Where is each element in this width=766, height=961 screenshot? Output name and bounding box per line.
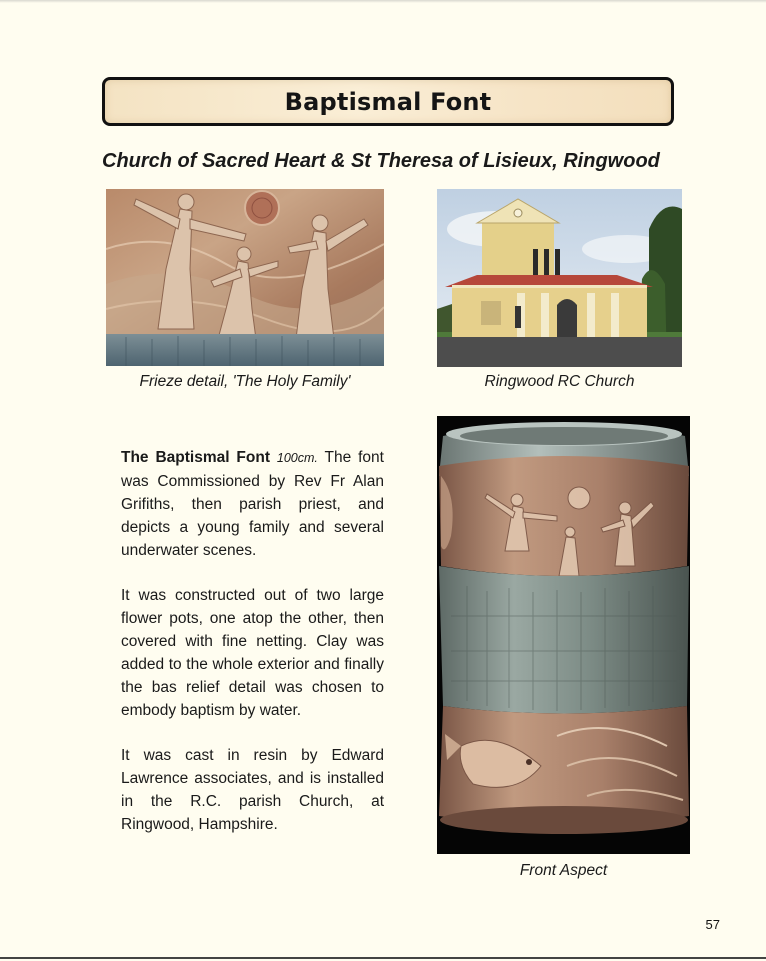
page-subtitle: Church of Sacred Heart & St Theresa of Lisieux, Ringwood xyxy=(102,150,660,172)
frieze-illustration xyxy=(106,189,384,366)
paragraph-1-lead: The Baptismal Font xyxy=(121,449,270,466)
page-top-edge xyxy=(0,0,766,3)
frieze-photo xyxy=(106,189,384,366)
page-bottom-edge xyxy=(0,957,766,959)
title-banner xyxy=(102,77,674,126)
page-title: Baptismal Font xyxy=(284,87,492,116)
page-number: 57 xyxy=(705,917,720,932)
paragraph-2: It was constructed out of two large flower pots, one atop the other, then covered with fine netting. Clay was added to the whole exterior and finally the bas relief detail was chosen to embody baptism by water. xyxy=(121,587,384,719)
paragraph-3: It was cast in resin by Edward Lawrence associates, and is installed in the R.C. parish Church, at Ringwood, Hampshire. xyxy=(121,747,384,833)
church-caption: Ringwood RC Church xyxy=(484,373,635,390)
church-photo xyxy=(437,189,682,367)
font-caption: Front Aspect xyxy=(519,862,608,879)
church-illustration xyxy=(437,189,682,367)
baptismal-font-illustration xyxy=(437,416,690,854)
font-photo xyxy=(437,416,690,854)
paragraph-1 xyxy=(121,446,384,562)
font-size-note: 100cm. xyxy=(276,451,318,465)
frieze-caption: Frieze detail, 'The Holy Family' xyxy=(139,373,351,390)
paragraph-1-text: The font was Commissioned by Rev Fr Alan Grifiths, then parish priest, and depicts a young family and several underwater scenes. xyxy=(121,449,384,559)
